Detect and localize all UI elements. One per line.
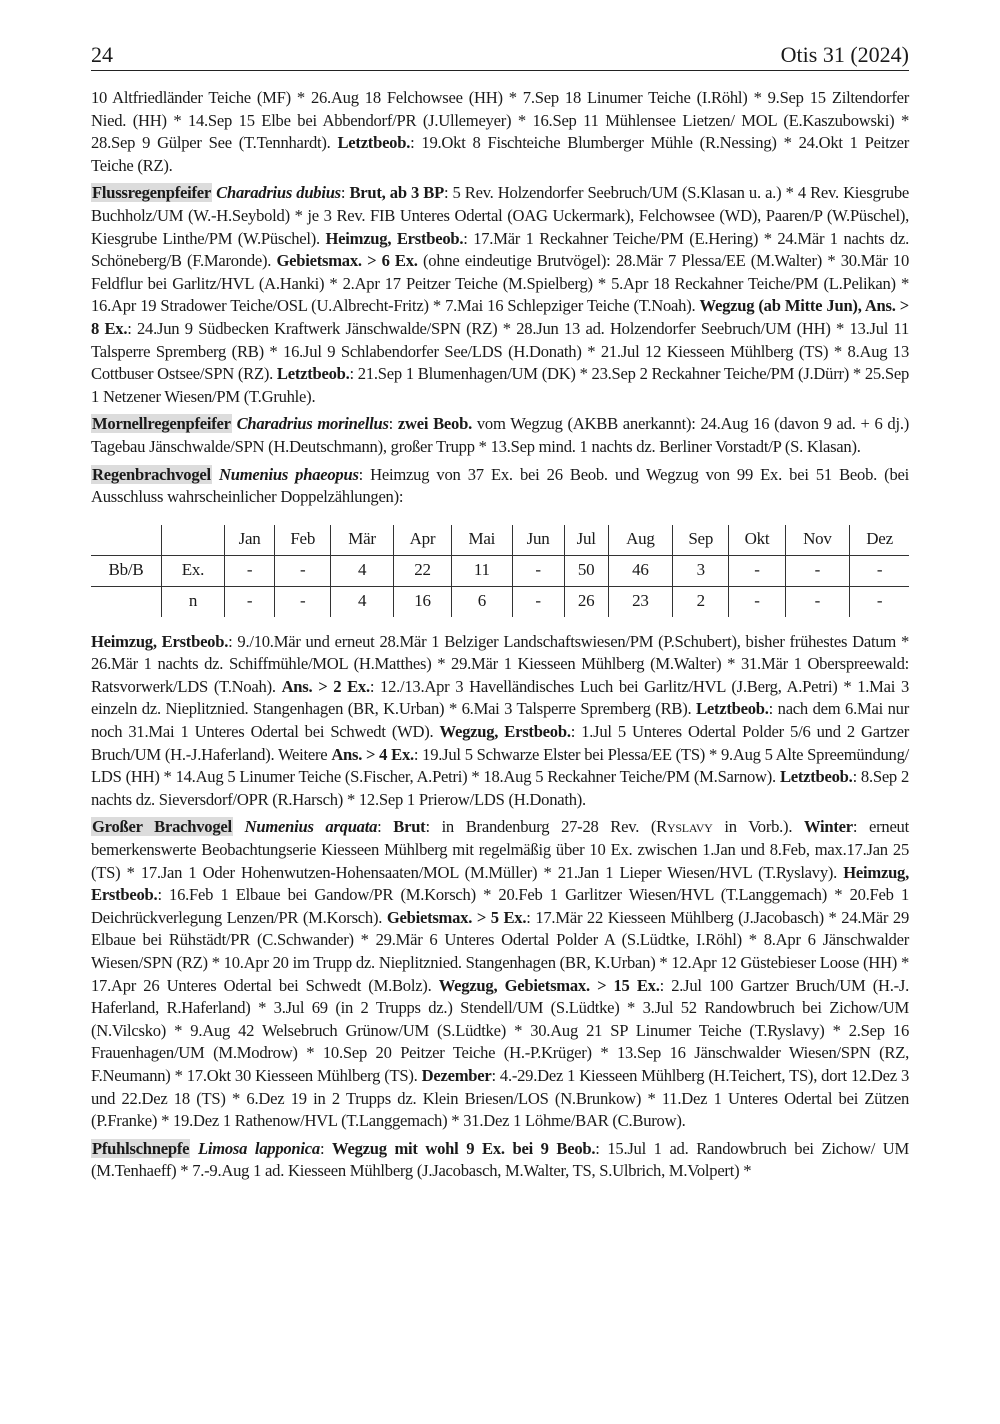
value-cell: - <box>225 555 275 586</box>
bold-label: Ans. > 2 Ex. <box>281 676 370 696</box>
bold-label: Dezember <box>421 1065 492 1085</box>
value-cell: 46 <box>608 555 673 586</box>
journal-title: Otis 31 (2024) <box>780 42 909 67</box>
table-row <box>91 586 909 617</box>
empty-cell <box>162 525 225 556</box>
bold-label: Heimzug, Erstbeob. <box>325 228 464 248</box>
species-paragraph <box>91 816 909 1132</box>
value-cell: - <box>729 586 785 617</box>
author-smallcaps: Ryslavy <box>656 817 713 837</box>
text-run: : erneut bemerkenswerte Beobachtungserie Kiesseen Mühlberg mit regelmäßig über 10 Ex. zwischen 1.Jan und 8.Feb, max.17.Jan 25 (TS) * 17.Jan 1 Oder Hohenwutzen-Hohensaaten/MOL (M.Müller) * 21.Jan 1 Lieper Wiesen/HVL (T.Ryslavy). <box>91 817 909 882</box>
text-run: in Vorb.). <box>712 817 804 837</box>
text-run: : <box>377 817 394 837</box>
species-name: Regenbrachvogel <box>92 464 211 484</box>
text-run: : nach dem 6.Mai nur noch 31.Mai 1 Unteres Odertal bei Schwedt (WD). <box>91 699 909 742</box>
text-run: : 21.Sep 1 Blumenhagen/UM (DK) * 23.Sep 2 Reckahner Teiche/PM (J.Dürr) * 25.Sep 1 Netzener Wiesen/PM (T.Gruhle). <box>91 364 910 406</box>
scientific-name: Numenius arquata <box>244 817 378 837</box>
species-name: Flussregenpfeifer <box>92 183 211 203</box>
species-paragraph <box>91 182 909 408</box>
value-cell: - <box>850 586 909 617</box>
month-header: Sep <box>673 525 729 556</box>
region-cell: Bb/B <box>91 555 162 586</box>
text-run <box>212 465 219 484</box>
text-run: : <box>388 414 398 434</box>
bold-label: Letztbeob. <box>779 767 853 787</box>
month-header: Aug <box>608 525 673 556</box>
month-header: Jun <box>512 525 564 556</box>
value-cell: 16 <box>393 586 451 617</box>
text-column <box>91 87 909 1188</box>
bold-label: Wegzug mit wohl 9 Ex. bei 9 Beob. <box>332 1138 596 1158</box>
bold-label: zwei Beob. <box>397 414 472 434</box>
bold-label: Letztbeob. <box>696 699 769 719</box>
value-cell: 2 <box>673 586 729 617</box>
empty-cell <box>91 525 162 556</box>
bold-label: Heimzug, Erstbeob. <box>91 862 909 905</box>
species-name: Großer Brachvogel <box>92 817 232 837</box>
value-cell: - <box>785 555 850 586</box>
table-row <box>91 555 909 586</box>
text-run: : 5 Rev. Holzendorfer Seebruch/UM (S.Klasan u. a.) * 4 Rev. Kiesgrube Buchholz/UM (W.-H.Seybold) * je 3 Rev. FIB Unteres Odertal (OAG Uckermark), Felchowsee (WD), Paaren/P (W.Püschel), Kiesgrube Linthe/PM (W.Püschel). <box>91 183 910 248</box>
value-cell: 22 <box>393 555 451 586</box>
text-run: : 19.Okt 8 Fischteiche Blumberger Mühle (R.Nessing) * 24.Okt 1 Peitzer Teiche (RZ). <box>91 133 909 175</box>
month-header: Okt <box>729 525 785 556</box>
text-run <box>233 817 245 836</box>
text-run: : 2.Jul 100 Gartzer Bruch/UM (H.-J. Haferland, R.Haferland) * 3.Jul 69 (in 2 Trupps dz.) Stendell/UM (S.Lüdtke) * 3.Jul 52 Randowbruch bei Zichow/UM (N.Vilcsko) * 9.Aug 42 Welsebruch Grünow/UM (S.Lüdtke) * 30.Aug 21 SP Linumer Teiche (T.Ryslavy) * 2.Sep 16 Frauenhagen/UM (M.Modrow) * 10.Sep 20 Peitzer Teiche (H.-P.Krüger) * 13.Sep 16 Jänschwalder Wiesen/SPN (RZ, F.Neumann) * 17.Okt 30 Kiesseen Mühlberg (TS). <box>91 975 909 1085</box>
paragraphs-before-table <box>91 87 909 509</box>
species-name: Pfuhlschnepfe <box>92 1138 190 1158</box>
species-paragraph <box>91 1138 909 1183</box>
bold-label: Gebietsmax. > 6 Ex. <box>276 251 418 271</box>
text-run: : 17.Mär 22 Kiesseen Mühlberg (J.Jacobasch) * 24.Mär 29 Elbaue bei Rühstädt/PR (C.Schwander) * 29.Mär 6 Unteres Odertal Polder A (S.Lüdtke, I.Röhl) * 8.Apr 6 Jänschwalder Wiesen/SPN (RZ) * 10.Apr 20 im Trupp dz. Nieplitznied. Stangenhagen (BR, K.Urban) * 12.Apr 12 Güstebieser Loose (HH) * 17.Apr 26 Unteres Odertal bei Schwedt (M.Bolz). <box>91 907 909 995</box>
species-name: Mornellregenpfeifer <box>92 414 231 434</box>
text-run: : Heimzug von 37 Ex. bei 26 Beob. und Wegzug von 99 Ex. bei 51 Beob. (bei Ausschluss wahrscheinlicher Doppelzählungen): <box>91 464 909 507</box>
text-run: : 1.Jul 5 Unteres Odertal Polder 5/6 und 2 Gartzer Bruch/UM (H.-J.Haferland). Weitere <box>91 722 910 764</box>
text-run: vom Wegzug (AKBB anerkannt): 24.Aug 16 (davon 9 ad. + 6 dj.) Tagebau Jänschwalde/SPN (H.Deutschmann), großer Trupp * 13.Sep mind. 1 nachts dz. Berliner Vorstadt/P (S. Klasan). <box>91 414 909 456</box>
bold-label: Letztbeob. <box>337 133 411 153</box>
value-cell: - <box>850 555 909 586</box>
month-header: Jul <box>564 525 608 556</box>
bold-label: Wegzug, Erstbeob. <box>439 722 571 742</box>
species-paragraph <box>91 631 909 812</box>
text-run: : 24.Jun 9 Südbecken Kraftwerk Jänschwalde/SPN (RZ) * 28.Jun 13 ad. Holzendorfer Seebruch/UM (HH) * 13.Jul 11 Talsperre Spremberg (RB) * 16.Jul 9 Schlabendorfer See/LDS (H.Donath) * 21.Jul 12 Kiesseen Mühlberg (TS) * 8.Aug 13 Cottbuser Ostsee/SPN (RZ). <box>91 318 909 384</box>
bold-label: Ans. > 4 Ex. <box>331 744 414 764</box>
month-header: Jan <box>225 525 275 556</box>
text-run: : 4.-29.Dez 1 Kiesseen Mühlberg (H.Teichert, TS), dort 12.Dez 3 und 22.Dez 18 (TS) * 6.Dez 19 in 2 Trupps dz. Klein Briesen/LOS (N.Brunkow) * 11.Dez 1 Unteres Odertal bei Zützen (P.Franke) * 19.Dez 1 Rathenow/HVL (T.Langgemach) * 31.Dez 1 Löhme/BAR (C.Burow). <box>91 1065 909 1131</box>
running-header <box>91 40 909 71</box>
month-header: Mai <box>452 525 512 556</box>
text-run: : 8.Sep 2 nachts dz. Sieversdorf/OPR (R.Harsch) * 12.Sep 1 Prierow/LDS (H.Donath). <box>91 767 909 809</box>
species-paragraph <box>91 464 909 509</box>
month-header: Dez <box>850 525 909 556</box>
bold-label: Brut <box>393 817 426 837</box>
month-header: Feb <box>275 525 331 556</box>
text-run: : 16.Feb 1 Elbaue bei Gandow/PR (M.Korsch) * 20.Feb 1 Garlitzer Wiesen/HVL (T.Langgemach) * 20.Feb 1 Deichrückverlegung Lenzen/PR (M.Korsch). <box>91 885 909 927</box>
text-run: : 9./10.Mär und erneut 28.Mär 1 Belziger Landschaftswiesen/PM (P.Schubert), bisher frühestes Datum * 26.Mär 1 nachts dz. Schiffmühle/MOL (H.Matthes) * 29.Mär 1 Kiesseen Mühlberg (M.Walter) * 31.Mär 1 Oberspreewald: Ratsvorwerk/LDS (T.Noah). <box>91 631 909 696</box>
text-run: : 19.Jul 5 Schwarze Elster bei Plessa/EE (TS) * 9.Aug 5 Alte Spreemündung/ LDS (HH) * 14.Aug 5 Linumer Teiche (S.Fischer, A.Petri) * 18.Aug 5 Reckahner Teiche/PM (M.Sarnow). <box>91 744 909 787</box>
value-cell: - <box>512 555 564 586</box>
bold-label: Wegzug (ab Mitte Jun), Ans. > 8 Ex. <box>91 296 909 338</box>
value-cell: 50 <box>564 555 608 586</box>
paragraphs-after-table <box>91 631 909 1183</box>
value-cell: - <box>225 586 275 617</box>
value-cell: 11 <box>452 555 512 586</box>
value-cell: - <box>785 586 850 617</box>
text-run: : in Brandenburg 27-28 Rev. ( <box>425 817 657 837</box>
row-label: n <box>162 586 225 617</box>
table-header-row <box>91 525 909 556</box>
text-run: : <box>319 1138 333 1158</box>
empty-cell <box>91 586 162 617</box>
value-cell: 6 <box>452 586 512 617</box>
bold-label: Letztbeob. <box>276 364 350 384</box>
text-run: : 17.Mär 1 Reckahner Teiche/PM (E.Hering) * 24.Mär 1 nachts dz. Schöneberg/B (F.Maronde). <box>91 228 909 271</box>
value-cell: 3 <box>673 555 729 586</box>
text-run: : <box>340 183 350 203</box>
row-label: Ex. <box>162 555 225 586</box>
value-cell: - <box>729 555 785 586</box>
value-cell: 26 <box>564 586 608 617</box>
value-cell: 4 <box>331 586 393 617</box>
value-cell: - <box>512 586 564 617</box>
scientific-name: Charadrius morinellus <box>236 414 389 434</box>
month-header: Apr <box>393 525 451 556</box>
species-paragraph <box>91 87 909 177</box>
text-run: : 12./13.Apr 3 Havelländisches Luch bei Garlitz/HVL (J.Berg, A.Petri) * 1.Mai 3 einzeln dz. Nieplitznied. Stangenhagen (BR, K.Urban) * 6.Mai 3 Talsperre Spremberg (RB). <box>91 676 909 719</box>
scientific-name: Numenius phaeopus <box>219 464 359 484</box>
text-run: 10 Altfriedländer Teiche (MF) * 26.Aug 18 Felchowsee (HH) * 7.Sep 18 Linumer Teiche (I.Röhl) * 9.Sep 15 Ziltendorfer Nied. (HH) * 14.Sep 15 Elbe bei Abbendorf/PR (J.Ullemeyer) * 16.Sep 11 Mühlensee Lietzen/ MOL (E.Kaszubowski) * 28.Sep 9 Gülper See (T.Tennhardt). <box>91 88 909 153</box>
value-cell: 23 <box>608 586 673 617</box>
scientific-name: Limosa lapponica <box>197 1138 320 1158</box>
page-number: 24 <box>91 42 113 67</box>
bold-label: Heimzug, Erstbeob. <box>91 631 229 651</box>
text-run: (ohne eindeutige Brutvögel): 28.Mär 7 Plessa/EE (M.Walter) * 30.Mär 10 Feldflur bei Garlitz/HVL (A.Hanki) * 2.Apr 17 Peitzer Teiche (M.Spielberg) * 5.Apr 18 Reckahner Teiche/PM (L.Pelikan) * 16.Apr 19 Stradower Teiche/OSL (U.Albrecht-Fritz) * 7.Mai 16 Schlepziger Teiche (T.Noah). <box>91 251 909 316</box>
text-run: : 15.Jul 1 ad. Randowbruch bei Zichow/ UM (M.Tenhaeff) * 7.-9.Aug 1 ad. Kiesseen Mühlberg (J.Jacobasch, M.Walter, TS, S.Ulbrich, M.Volpert) * <box>91 1138 910 1181</box>
bold-label: Brut, ab 3 BP <box>349 183 444 203</box>
month-header: Nov <box>785 525 850 556</box>
value-cell: - <box>275 586 331 617</box>
bold-label: Winter <box>804 817 853 837</box>
scientific-name: Charadrius dubius <box>216 183 341 203</box>
value-cell: 4 <box>331 555 393 586</box>
text-run <box>190 1139 198 1158</box>
month-header: Mär <box>331 525 393 556</box>
bold-label: Wegzug, Gebietsmax. > 15 Ex. <box>438 975 660 995</box>
phaeopus-monthly-table <box>91 525 909 617</box>
bold-label: Gebietsmax. > 5 Ex. <box>386 907 527 927</box>
value-cell: - <box>275 555 331 586</box>
species-paragraph <box>91 413 909 458</box>
